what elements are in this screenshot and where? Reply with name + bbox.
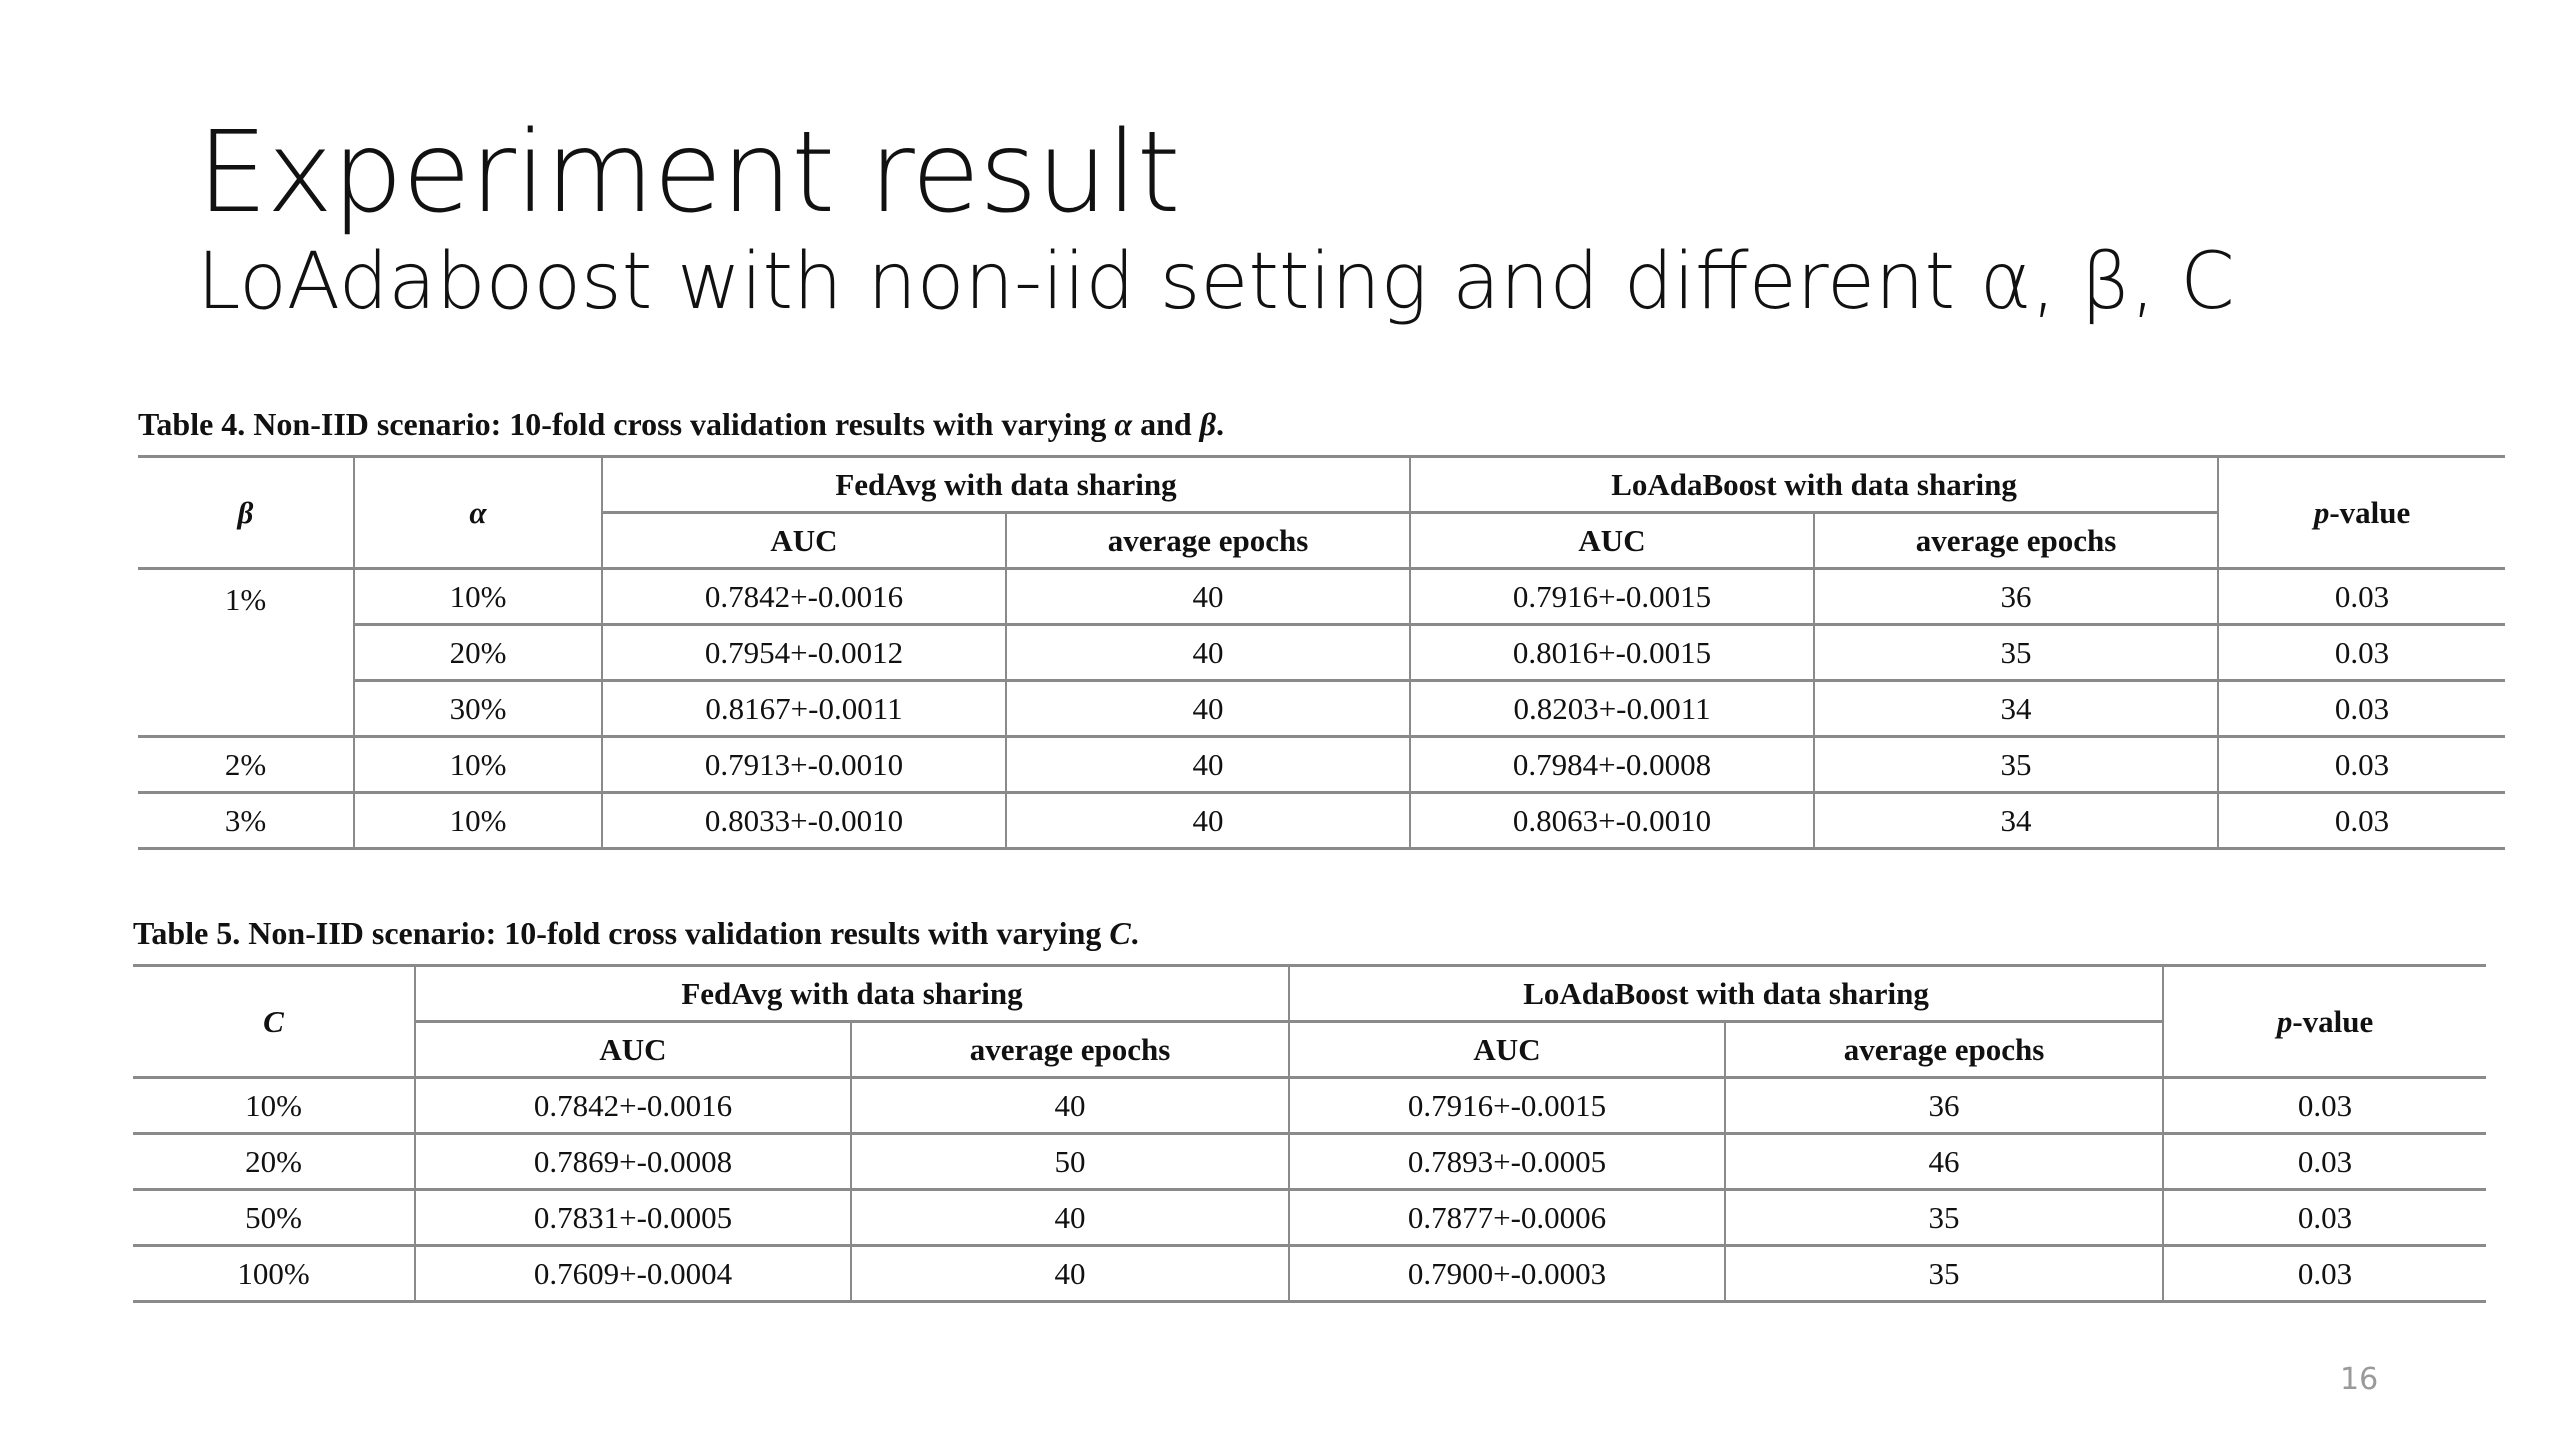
table5-lo-auc-cell: 0.7877+-0.0006 [1289,1190,1725,1246]
table4-header-fed-auc: AUC [602,513,1006,569]
table5-header-p: p [2276,1003,2293,1039]
table4-header-fedavg: FedAvg with data sharing [602,457,1410,513]
table4-beta-cell: 2% [138,737,354,793]
table5-caption-prefix: Table 5. Non-IID scenario: 10-fold cross validation results with varying [133,915,1110,951]
table4-fed-auc-cell: 0.8033+-0.0010 [602,793,1006,849]
table4-header-loadaboost: LoAdaBoost with data sharing [1410,457,2218,513]
table4-pvalue-cell: 0.03 [2218,793,2505,849]
table5-caption-end: . [1130,915,1139,951]
table5-header-pvalue [2163,966,2486,1078]
table5-c-cell: 10% [133,1078,415,1134]
table4-lo-epochs-cell: 35 [1814,737,2218,793]
slide-title: Experiment result [197,108,1180,238]
table4-caption-alpha: α [1114,406,1133,442]
slide-subtitle: LoAdaboost with non-iid setting and different α, β, C [197,237,2235,327]
table4-fed-auc-cell: 0.8167+-0.0011 [602,681,1006,737]
table5-fed-epochs-cell: 50 [851,1134,1289,1190]
table5-header-row [133,966,2486,1022]
table5-pvalue-cell: 0.03 [2163,1190,2486,1246]
table5-fed-epochs-cell: 40 [851,1190,1289,1246]
table4-alpha-cell: 10% [354,737,602,793]
table4-lo-auc-cell: 0.8016+-0.0015 [1410,625,1814,681]
table5-lo-epochs-cell: 46 [1725,1134,2163,1190]
table5-header-fed-epochs: average epochs [851,1022,1289,1078]
table5-header-c: C [133,966,415,1078]
table4-header-p: p [2313,494,2330,530]
table4-header-row [138,457,2505,513]
page-number: 16 [2340,1362,2379,1397]
table4-header-pvalue [2218,457,2505,569]
table4-header-beta: β [138,457,354,569]
table4-beta-cell: 3% [138,793,354,849]
table5-pvalue-cell: 0.03 [2163,1134,2486,1190]
table-row [133,1078,2486,1134]
table4-fed-epochs-cell: 40 [1006,569,1410,625]
table4-lo-epochs-cell: 34 [1814,681,2218,737]
table5-pvalue-cell: 0.03 [2163,1246,2486,1302]
table4-header-fed-epochs: average epochs [1006,513,1410,569]
table4-fed-auc-cell: 0.7842+-0.0016 [602,569,1006,625]
table-row [133,1246,2486,1302]
table4-pvalue-cell: 0.03 [2218,569,2505,625]
table5-c-cell: 100% [133,1246,415,1302]
table4-lo-epochs-cell: 35 [1814,625,2218,681]
table4-fed-epochs-cell: 40 [1006,681,1410,737]
table4-fed-auc-cell: 0.7913+-0.0010 [602,737,1006,793]
table4-lo-auc-cell: 0.8063+-0.0010 [1410,793,1814,849]
table5-lo-epochs-cell: 35 [1725,1190,2163,1246]
table5-header-loadaboost: LoAdaBoost with data sharing [1289,966,2163,1022]
table5-fed-auc-cell: 0.7842+-0.0016 [415,1078,851,1134]
table5-header-fedavg: FedAvg with data sharing [415,966,1289,1022]
table4-caption [138,404,1224,444]
table5-header-lo-epochs: average epochs [1725,1022,2163,1078]
table4-caption-prefix: Table 4. Non-IID scenario: 10-fold cross validation results with varying [138,406,1115,442]
table-row [138,737,2505,793]
table-row [138,625,2505,681]
table5 [133,964,2486,1303]
table4-pvalue-cell: 0.03 [2218,625,2505,681]
table5-header-lo-auc: AUC [1289,1022,1725,1078]
table4 [138,455,2505,850]
table5-header-fed-auc: AUC [415,1022,851,1078]
table-row [138,793,2505,849]
table5-fed-epochs-cell: 40 [851,1078,1289,1134]
table4-lo-auc-cell: 0.7916+-0.0015 [1410,569,1814,625]
table5-c-cell: 20% [133,1134,415,1190]
table4-alpha-cell: 10% [354,793,602,849]
table4-caption-beta: β [1199,406,1217,442]
table5-caption-c: C [1109,915,1131,951]
table4-lo-epochs-cell: 36 [1814,569,2218,625]
table4-header-alpha: α [354,457,602,569]
table5-lo-epochs-cell: 36 [1725,1078,2163,1134]
table4-fed-auc-cell: 0.7954+-0.0012 [602,625,1006,681]
table5-caption [133,913,1139,953]
table5-fed-epochs-cell: 40 [851,1246,1289,1302]
table4-fed-epochs-cell: 40 [1006,625,1410,681]
table5-fed-auc-cell: 0.7831+-0.0005 [415,1190,851,1246]
table-row [133,1190,2486,1246]
table4-beta-cell: 1% [138,569,354,737]
table4-header-lo-epochs: average epochs [1814,513,2218,569]
table5-lo-auc-cell: 0.7900+-0.0003 [1289,1246,1725,1302]
table5-subheader-row [133,1022,2486,1078]
table-row [133,1134,2486,1190]
table5-lo-auc-cell: 0.7916+-0.0015 [1289,1078,1725,1134]
table4-header-value: -value [2329,494,2411,530]
table-row [138,569,2505,625]
table5-c-cell: 50% [133,1190,415,1246]
table4-alpha-cell: 10% [354,569,602,625]
table4-fed-epochs-cell: 40 [1006,793,1410,849]
table4-lo-auc-cell: 0.8203+-0.0011 [1410,681,1814,737]
table4-caption-end: . [1216,406,1225,442]
table4-alpha-cell: 20% [354,625,602,681]
table5-pvalue-cell: 0.03 [2163,1078,2486,1134]
table5-lo-epochs-cell: 35 [1725,1246,2163,1302]
table5-fed-auc-cell: 0.7609+-0.0004 [415,1246,851,1302]
table4-alpha-cell: 30% [354,681,602,737]
table5-fed-auc-cell: 0.7869+-0.0008 [415,1134,851,1190]
table4-fed-epochs-cell: 40 [1006,737,1410,793]
table-row [138,681,2505,737]
table4-lo-auc-cell: 0.7984+-0.0008 [1410,737,1814,793]
table4-lo-epochs-cell: 34 [1814,793,2218,849]
table4-caption-and: and [1132,406,1200,442]
table5-header-value: -value [2292,1003,2374,1039]
table4-pvalue-cell: 0.03 [2218,681,2505,737]
table5-lo-auc-cell: 0.7893+-0.0005 [1289,1134,1725,1190]
table4-header-lo-auc: AUC [1410,513,1814,569]
table4-pvalue-cell: 0.03 [2218,737,2505,793]
